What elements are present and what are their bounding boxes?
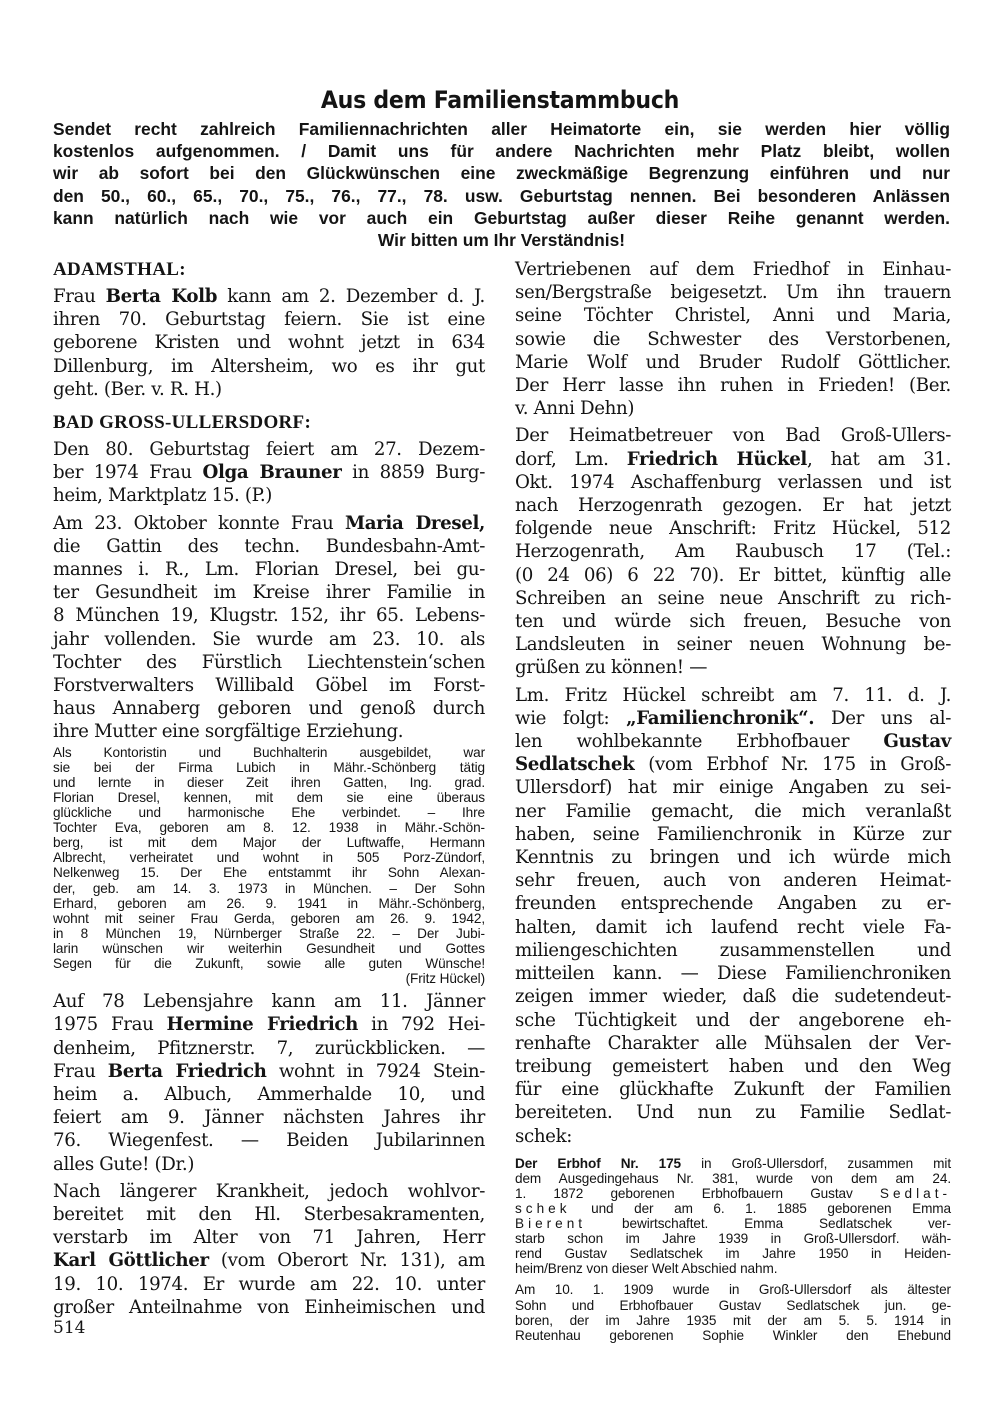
small-line: starb schon im Jahre 1939 in Groß-Ullersdorf. wäh- [515,1231,951,1247]
intro-line: Wir bitten um Ihr Verständnis! [377,230,626,251]
intro-notice [53,118,950,251]
text: bewirtschaftet. Emma Sedlatschek ver- [586,1216,951,1232]
text-line: treibung gemeistert haben und den Weg [515,1055,951,1077]
text: 1975 Frau [53,1014,167,1036]
text-line: ter Gesundheit im Kreise ihrer Familie in [53,582,485,604]
text: wohnt in 7924 Stein- [266,1060,485,1082]
small-line: glückliche und harmonische Ehe verbindet. – Ihre [53,805,485,821]
intro-line: Sendet recht zahlreich Familiennachrichten aller Heimatorte ein, sie werden hier völlig [53,119,950,139]
small-line: heim/Brenz von dieser Welt Abschied nahm. [515,1261,778,1277]
person-name: Hermine Friedrich [166,1014,359,1036]
text-line: Schreiben an seine neue Anschrift zu rich- [515,587,951,609]
small-line: und lernte in dieser Zeit ihren Gatten, Ing. grad. [53,774,485,790]
text-line: halten, damit ich laufend recht viele Fa- [515,916,951,938]
text-line: Den 80. Geburtstag feiert am 27. Dezem- [53,439,485,461]
text-line: Lm. Fritz Hückel schreibt am 7. 11. d. J. [515,684,951,706]
small-print-paragraph [515,1156,951,1277]
paragraph [53,990,485,1176]
text-line: mitteilen kann. — Diese Familienchroniken [515,963,951,985]
text: Am 23. Oktober konnte Frau [53,512,345,534]
small-line: larin wünschen wir weiterhin Gesundheit und Gottes [53,940,485,956]
section-heading: ADAMSTHAL: [53,259,186,280]
paragraph [53,438,485,508]
chronicle-title: „Familienchronik“. [626,707,815,729]
person-name: Karl Göttlicher [53,1250,209,1272]
paragraph [515,258,951,420]
text-line: Vertriebenen auf dem Friedhof in Einhau- [515,259,951,280]
text-line: sen/Bergstraße beigesetzt. Um ihn trauern [515,282,951,304]
text: in 8859 Burg- [341,462,486,484]
person-name: Friedrich Hückel [626,448,807,470]
text-line: heim a. Albuch, Ammerhalde 10, und [53,1083,485,1105]
small-line: dem Ausgedingehaus Nr. 381, wurde von dem am 24. [515,1170,951,1186]
small-line: berg, ist mit dem Major der Luftwaffe, Hermann [53,835,485,851]
text-line: bereiteten. Und nun zu Familie Sedlat- [515,1102,951,1124]
text: und der am 6. 1. 1885 geborenen Emma [570,1201,951,1216]
small-line: Segen für die Zukunft, sowie alle guten Wünsche! [53,955,485,971]
right-column [515,258,951,1343]
intro-line: den 50., 60., 65., 70., 75., 76., 77., 78. usw. Geburtstag nennen. Bei besonderen Anlässen [53,185,950,206]
text-line: ner Familie gemacht, die mich veranlaßt [515,800,951,822]
text-line: 19. 10. 1974. Er wurde am 22. 10. unter [53,1273,485,1295]
text-line: 76. Wiegenfest. — Beiden Jubilarinnen [53,1130,485,1152]
text-line: denheim, Pfitznerstr. 7, zurückblicken. — [53,1037,485,1059]
intro-line: wir ab sofort bei den Glückwünschen eine zweckmäßige Begrenzung einführen und nur [53,163,950,184]
text-line: seine Töchter Christel, Anni und Maria, [515,305,951,327]
text: 1. 1872 geborenen Erbhofbauern Gustav [515,1185,880,1201]
text-line: freunden entsprechende Angaben zu er- [515,893,951,915]
small-line: wohnt mit seiner Frau Gerda, geboren am 26. 9. 1942, [53,910,485,926]
text-line: Marie Wolf und Bruder Rudolf Göttlicher. [515,351,951,373]
text-line: ten und würde sich freuen, Besuche von [515,611,951,633]
paragraph [515,684,951,1148]
person-name: Berta Friedrich [107,1060,267,1082]
small-line: der, geb. am 14. 3. 1973 in München. – Der Sohn [53,880,485,896]
small-print-paragraph [515,1282,951,1342]
text: kann am 2. Dezember d. J. [217,286,485,307]
text-line: bereitet mit den Hl. Sterbesakramenten, [53,1203,485,1225]
text-line: für eine glückhafte Zukunft der Familien [515,1079,951,1101]
page-number: 514 [53,1318,86,1338]
text-line: Auf 78 Lebensjahre kann am 11. Jänner [53,991,485,1013]
text-line: Ullersdorf) hat mir einige Angaben zu sei- [515,777,951,799]
left-column [53,258,485,1319]
text: len wohlbekannte Erbhofbauer [515,731,884,753]
text-line: geht. (Ber. v. R. H.) [53,378,222,400]
text-line: folgende neue Anschrift: Fritz Hückel, 512 [515,518,951,540]
spaced-name: schek [515,1201,571,1216]
text-line: Landsleuten in seiner neuen Wohnung be- [515,634,951,656]
text-line: die Gattin des techn. Bundesbahn-Amt- [53,535,485,557]
text: dorf, Lm. [515,448,627,470]
spaced-name: Bierent [515,1216,587,1232]
page-title: Aus dem Familienstammbuch [320,86,680,114]
text: (vom Oberort Nr. 131), am [208,1250,485,1272]
text: Frau [53,286,106,307]
person-name: Olga Brauner [202,462,342,484]
small-line: Sohn und Erbhofbauer Gustav Sedlatschek jun. ge- [515,1297,951,1313]
text-line: Kenntnis zu bringen und ich würde mich [515,847,951,869]
small-line: Florian Dresel, kennen, mit dem sie eine überaus [53,789,485,805]
small-line: rend Gustav Sedlatschek im Jahre 1950 in Heiden- [515,1246,951,1262]
text-line: sche Tüchtigkeit und der angeborene eh- [515,1009,951,1031]
text-line: Nach längerer Krankheit, jedoch wohlvor- [53,1180,485,1202]
section-adamsthal [53,258,485,401]
signature: (Fritz Hückel) [405,971,485,987]
text: in Groß-Ullersdorf, zusammen mit [681,1155,951,1171]
text-line: Okt. 1974 Aschaffenburg verlassen und ist [515,471,951,493]
text-line: renhafte Charakter alle Mühsalen der Ver- [515,1032,951,1054]
text-line: ihre Mutter eine sorgfältige Erziehung. [53,721,404,743]
text-line: v. Anni Dehn) [515,398,635,420]
person-name: Gustav [883,731,951,753]
section-bad-gross-ullersdorf [53,411,485,744]
text-line: Herzogenrath, Am Raubusch 17 (Tel.: [515,541,951,563]
text-line: feiert am 9. Jänner nächsten Jahres ihr [53,1107,485,1129]
text: , hat am 31. [807,448,951,470]
text-line: haus Annaberg geboren und genoß durch [53,698,485,720]
text-line: jahr vollenden. Sie wurde am 23. 10. als [53,628,485,650]
obituary-paragraph [53,1180,485,1319]
text-line: Der Heimatbetreuer von Bad Groß-Ullers- [515,425,951,447]
small-line: Reutenhau geborenen Sophie Winkler den Ehebund [515,1327,951,1343]
text-line: mannes i. R., Lm. Florian Dresel, bei gu- [53,559,485,581]
person-name: Sedlatschek [515,754,635,776]
text-line: 8 München 19, Klugstr. 152, ihr 65. Lebens- [53,605,485,627]
small-line: Nelkenweg 15. Der Ehe entstammt ihr Sohn Alexan- [53,865,485,881]
text-line: zeigen immer wieder, daß die sudetendeut- [515,986,951,1008]
paragraph [515,424,951,679]
text-line: heim, Marktplatz 15. (P.) [53,485,273,507]
text: wie folgt: [515,707,627,729]
small-line: boren, der im Jahre 1935 mit der am 5. 5. 1914 in [515,1312,951,1328]
text-line: Forstverwalters Willibald Göbel im Forst- [53,675,485,697]
text: Der uns al- [814,707,951,729]
small-line: Erhard, geboren am 26. 9. 1941 in Mähr.-Schönberg, [53,895,485,911]
text-line: Dillenburg, im Altersheim, wo es ihr gut [53,355,485,377]
text-line: grüßen zu können! — [515,657,708,679]
text: Frau [53,1060,108,1082]
small-print-paragraph [53,745,485,987]
text-line: sowie die Schwester des Verstorbenen, [515,328,951,350]
spaced-name: Sedlat- [879,1185,951,1201]
small-line: Als Kontoristin und Buchhalterin ausgebildet, war [53,744,485,760]
paragraph [53,285,485,401]
text-line: ihren 70. Geburtstag feiern. Sie ist eine [53,309,485,331]
text-line: (0 24 06) 6 22 70). Er bittet, künftig alle [515,564,951,586]
section-heading: BAD GROSS-ULLERSDORF: [53,412,312,434]
small-line: Tochter Eva, geboren am 8. 12. 1938 in Mähr.-Schön- [53,820,485,836]
text: (vom Erbhof Nr. 175 in Groß- [634,754,951,776]
text-line: Der Herr lasse ihn ruhen in Frieden! (Ber. [515,375,951,397]
text-line: schek: [515,1125,573,1147]
paragraph [53,512,485,744]
text-line: sehr freuen, auch von anderen Heimat- [515,870,951,892]
small-line: Am 10. 1. 1909 wurde in Groß-Ullersdorf als ältester [515,1282,951,1298]
text-line: verstarb im Alter von 71 Jahren, Herr [53,1227,485,1249]
text-line: alles Gute! (Dr.) [53,1153,195,1175]
person-name: Berta Kolb [105,286,218,307]
text-line: miliengeschichten zusammenstellen und [515,939,951,961]
text-line: haben, seine Familienchronik in Kürze zur [515,823,951,845]
text-line: großer Anteilnahme von Einheimischen und [53,1296,485,1318]
small-line: in 8 München 19, Nürnberger Straße 22. – Der Jubi- [53,925,485,941]
farm-name: Der Erbhof Nr. 175 [515,1155,681,1171]
text-line: nach Herzogenrath gezogen. Er hat jetzt [515,495,951,517]
small-line: Albrecht, verheiratet und wohnt in 505 Porz-Zündorf, [53,850,485,866]
small-line: sie bei der Firma Lubich in Mähr.-Schönberg tätig [53,759,485,775]
person-name: Maria Dresel, [344,512,485,534]
text-line: Tochter des Fürstlich Liechtenstein‘schen [53,651,485,673]
intro-line: kostenlos aufgenommen. / Damit uns für andere Nachrichten mehr Platz bleibt, wollen [53,141,950,162]
text: in 792 Hei- [358,1014,485,1036]
intro-line: kann natürlich nach wie vor auch ein Geburtstag außer dieser Reihe genannt werden. [53,207,950,228]
text-line: geborene Kristen und wohnt jetzt in 634 [53,332,485,354]
text: ber 1974 Frau [53,462,203,484]
